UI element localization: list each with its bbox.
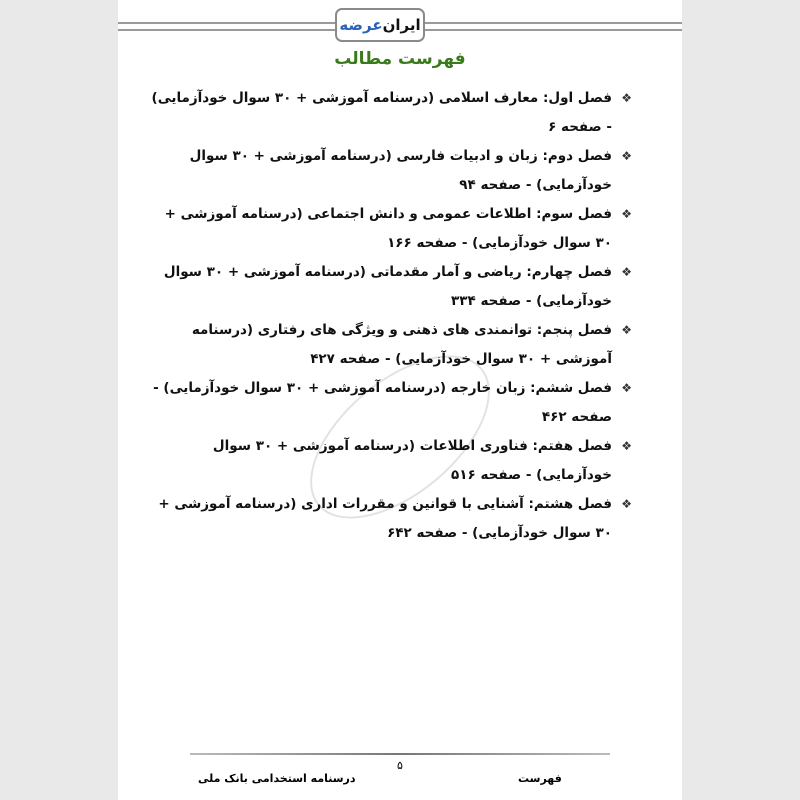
toc-item: ❖ فصل چهارم: ریاضی و آمار مقدماتی (درسنامه آموزشی + ۳۰ سوال خودآزمایی) - صفحه ۳۳۴ (146, 258, 632, 316)
toc-item: ❖ فصل هشتم: آشنایی با قوانین و مقررات اداری (درسنامه آموزشی + ۳۰ سوال خودآزمایی) - صفحه ۶۴۲ (146, 490, 632, 548)
diamond-bullet-icon: ❖ (621, 149, 632, 163)
toc-item: ❖ فصل دوم: زبان و ادبیات فارسی (درسنامه آموزشی + ۳۰ سوال خودآزمایی) - صفحه ۹۴ (146, 142, 632, 200)
toc-item: ❖ فصل ششم: زبان خارجه (درسنامه آموزشی + ۳۰ سوال خودآزمایی) - صفحه ۴۶۲ (146, 374, 632, 432)
diamond-bullet-icon: ❖ (621, 323, 632, 337)
footer-book-title: درسنامه استخدامی بانک ملی (198, 772, 356, 785)
diamond-bullet-icon: ❖ (621, 381, 632, 395)
diamond-bullet-icon: ❖ (621, 497, 632, 511)
toc-item: ❖ فصل اول: معارف اسلامی (درسنامه آموزشی + ۳۰ سوال خودآزمایی) - صفحه ۶ (146, 84, 632, 142)
logo: ایران عرضه (335, 8, 425, 42)
toc-item: ❖ فصل پنجم: توانمندی های ذهنی و ویژگی های رفتاری (درسنامه آموزشی + ۳۰ سوال خودآزمایی) - صفحه ۴۲۷ (146, 316, 632, 374)
page-title: فهرست مطالب (334, 49, 466, 69)
diamond-bullet-icon: ❖ (621, 439, 632, 453)
footer-section: فهرست (518, 772, 562, 785)
footer-rule (190, 753, 610, 755)
toc-item: ❖ فصل هفتم: فناوری اطلاعات (درسنامه آموزشی + ۳۰ سوال خودآزمایی) - صفحه ۵۱۶ (146, 432, 632, 490)
diamond-bullet-icon: ❖ (621, 207, 632, 221)
diamond-bullet-icon: ❖ (621, 265, 632, 279)
page-number: ۵ (397, 759, 403, 772)
document-page (118, 0, 682, 800)
toc-item: ❖ فصل سوم: اطلاعات عمومی و دانش اجتماعی (درسنامه آموزشی + ۳۰ سوال خودآزمایی) - صفحه ۱۶۶ (146, 200, 632, 258)
table-of-contents (146, 84, 632, 548)
diamond-bullet-icon: ❖ (621, 91, 632, 105)
